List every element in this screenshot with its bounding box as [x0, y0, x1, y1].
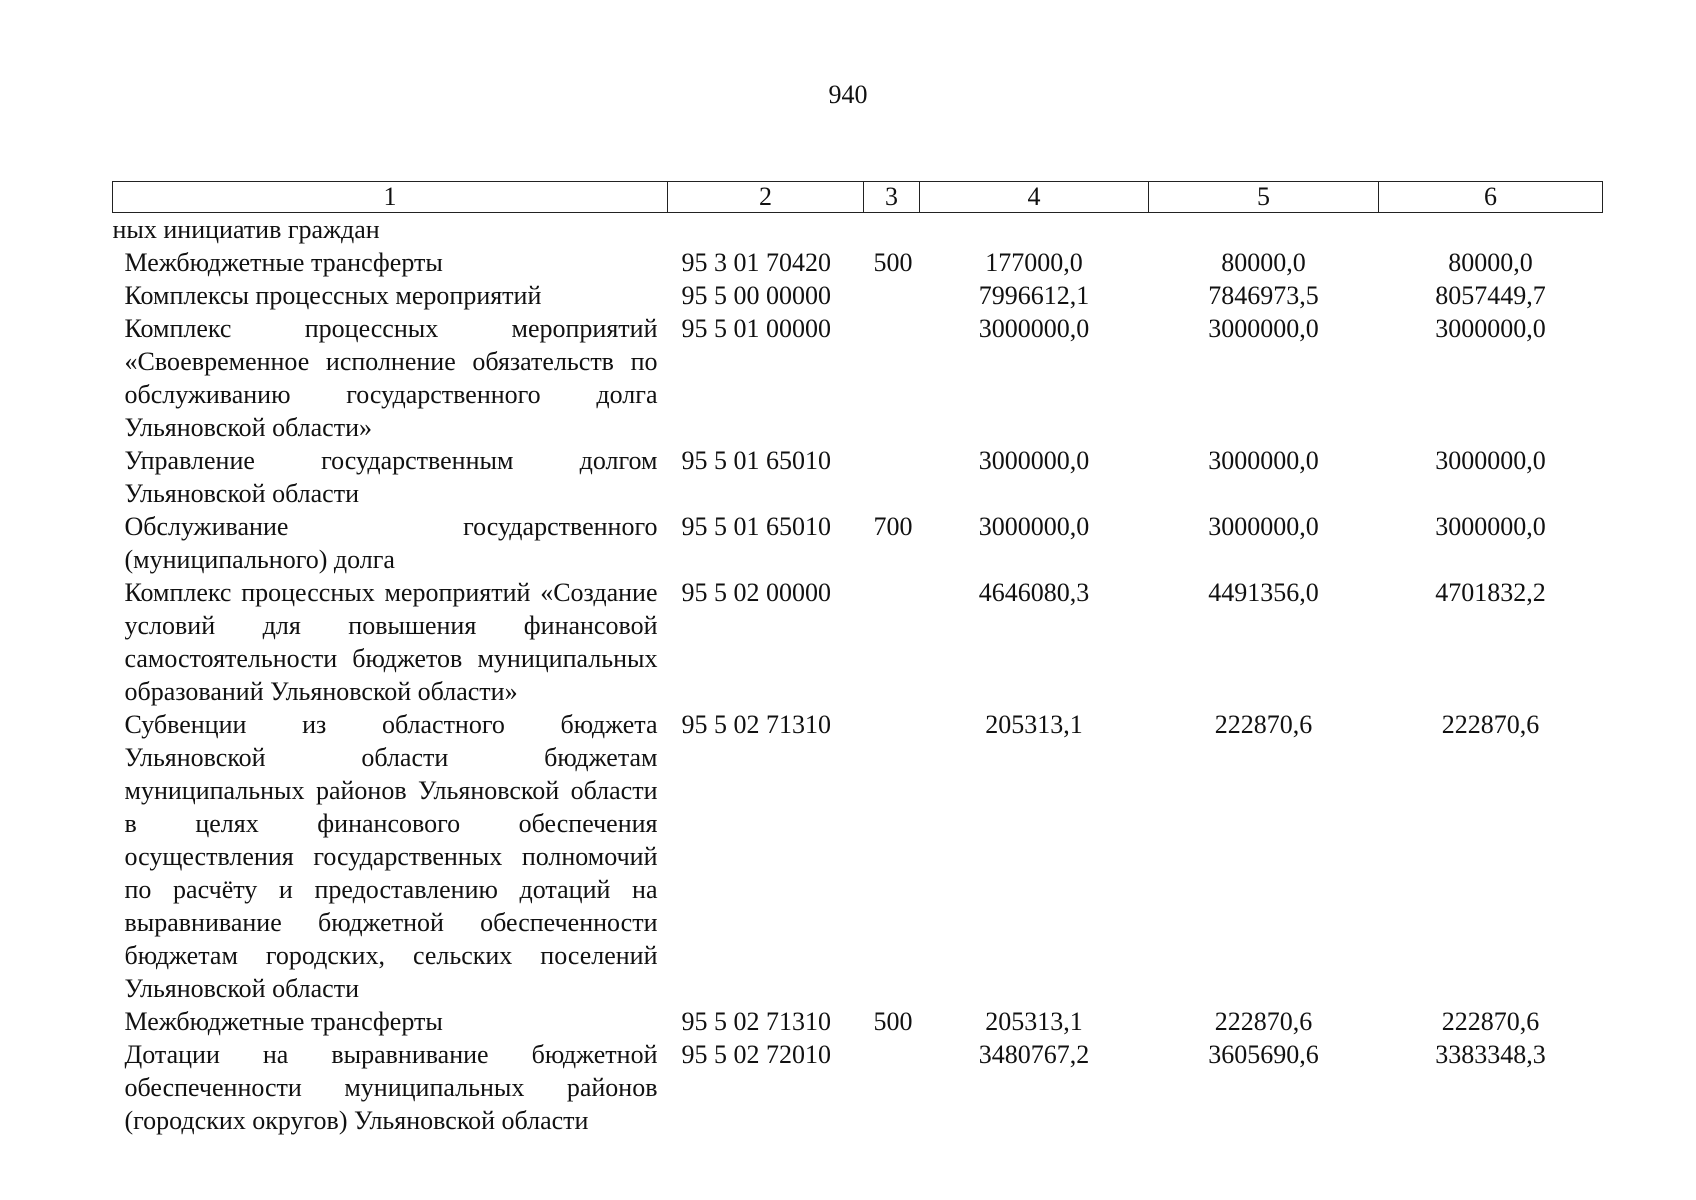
row-name: Субвенции из областного бюджета Ульяновской области бюджетам муниципальных районов Ульяновской области в целях финансового обеспечения осуществления государственных полномочий по расчёту и предоставлению дотаций на выравнивание бюджетной обеспеченности бюджетам городских, сельских поселений Ульяновской области: [124, 710, 658, 1003]
row-type: 500: [873, 1007, 913, 1036]
row-value-2: [1149, 213, 1379, 247]
row-value-3: 3000000,0: [1435, 512, 1546, 541]
row-name: Комплексы процессных мероприятий: [124, 281, 542, 310]
row-name: Управление государственным долгом Ульяновской области: [124, 446, 658, 508]
row-value-1: 4646080,3: [978, 578, 1090, 607]
table-row: [113, 708, 1603, 1005]
table-row: [113, 312, 1603, 444]
table-row: [113, 1038, 1603, 1137]
row-code: 95 5 02 00000: [681, 578, 831, 607]
table-row: [113, 444, 1603, 510]
row-name: Межбюджетные трансферты: [124, 248, 443, 277]
row-type: 700: [873, 512, 913, 541]
row-code: 95 5 01 65010: [681, 446, 831, 475]
row-type: [864, 708, 920, 1005]
row-value-2: 3000000,0: [1208, 314, 1319, 343]
row-code: 95 5 01 00000: [681, 314, 831, 343]
table-row: [113, 1005, 1603, 1038]
row-value-3: 8057449,7: [1435, 281, 1546, 310]
row-value-1: 177000,0: [985, 248, 1083, 277]
budget-table: [112, 181, 1603, 1137]
row-value-1: 205313,1: [985, 710, 1083, 739]
row-value-3: 3000000,0: [1435, 446, 1546, 475]
row-value-2: 4491356,0: [1208, 578, 1319, 607]
row-value-2: 3605690,6: [1208, 1040, 1319, 1069]
row-value-2: 80000,0: [1221, 248, 1306, 277]
row-value-1: [920, 213, 1149, 247]
table-row: [113, 279, 1603, 312]
row-code: 95 5 02 72010: [681, 1040, 831, 1069]
row-value-2: 3000000,0: [1208, 512, 1319, 541]
column-header: 2: [668, 182, 864, 213]
row-value-2: 3000000,0: [1208, 446, 1319, 475]
column-header: 6: [1379, 182, 1603, 213]
row-value-2: 222870,6: [1214, 1007, 1313, 1036]
row-value-3: 4701832,2: [1435, 578, 1546, 607]
row-value-1: 3000000,0: [978, 512, 1090, 541]
row-code: 95 5 02 71310: [681, 710, 831, 739]
row-value-1: 205313,1: [985, 1007, 1083, 1036]
table-row: [113, 246, 1603, 279]
row-value-1: 3000000,0: [978, 446, 1090, 475]
table-row: [113, 576, 1603, 708]
row-value-1: 7996612,1: [978, 281, 1090, 310]
row-value-2: 222870,6: [1214, 710, 1313, 739]
row-name: Комплекс процессных мероприятий «Своевременное исполнение обязательств по обслуживанию государственного долга Ульяновской области»: [124, 314, 658, 442]
row-code: 95 5 02 71310: [681, 1007, 831, 1036]
row-value-3: 222870,6: [1441, 1007, 1540, 1036]
row-name: ных инициатив граждан: [112, 215, 380, 244]
row-type: [864, 279, 920, 312]
row-name: Комплекс процессных мероприятий «Создание условий для повышения финансовой самостоятельности бюджетов муниципальных образований Ульяновской области»: [124, 578, 658, 706]
row-name: Дотации на выравнивание бюджетной обеспеченности муниципальных районов (городских округов) Ульяновской области: [124, 1040, 658, 1135]
row-name: Обслуживание государственного (муниципального) долга: [124, 512, 658, 574]
row-value-1: 3480767,2: [978, 1040, 1090, 1069]
row-value-1: 3000000,0: [978, 314, 1090, 343]
row-type: [864, 213, 920, 247]
column-header: 1: [113, 182, 668, 213]
row-type: [864, 576, 920, 708]
row-value-3: 3000000,0: [1435, 314, 1546, 343]
row-code: 95 3 01 70420: [681, 248, 831, 277]
column-header: 4: [920, 182, 1149, 213]
row-type: 500: [873, 248, 913, 277]
row-type: [864, 312, 920, 444]
row-name: Межбюджетные трансферты: [124, 1007, 443, 1036]
table-row: [113, 213, 1603, 247]
row-value-3: 80000,0: [1448, 248, 1533, 277]
row-type: [864, 444, 920, 510]
column-header: 5: [1149, 182, 1379, 213]
row-code: [668, 213, 864, 247]
row-value-3: [1379, 213, 1603, 247]
row-value-2: 7846973,5: [1208, 281, 1319, 310]
page-number: 940: [828, 80, 868, 109]
table-row: [113, 510, 1603, 576]
row-code: 95 5 01 65010: [681, 512, 831, 541]
row-code: 95 5 00 00000: [681, 281, 831, 310]
row-value-3: 222870,6: [1441, 710, 1540, 739]
row-type: [864, 1038, 920, 1137]
column-header: 3: [864, 182, 920, 213]
header-row: [113, 182, 1603, 213]
row-value-3: 3383348,3: [1435, 1040, 1546, 1069]
